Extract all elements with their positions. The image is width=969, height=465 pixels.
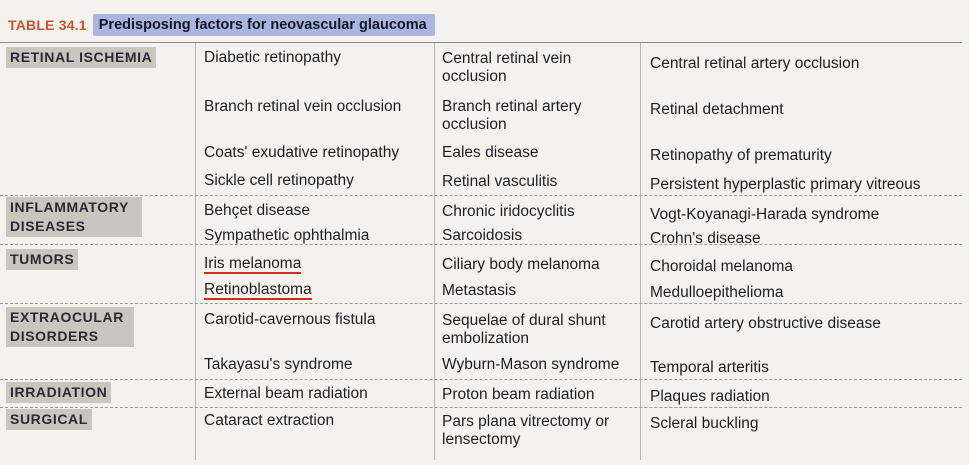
table-cell: Plaques radiation [650,388,770,405]
category-irradiation: IRRADIATION [6,382,111,403]
table-cell: Behçet disease [204,202,310,219]
table-cell: Temporal arteritis [650,359,769,376]
table-cell [204,281,429,299]
factors-table [0,42,962,460]
row-divider [0,407,962,409]
table-cell: Coats' exudative retinopathy [204,144,400,161]
column-divider [640,42,641,460]
table-cell: Branch retinal vein occlusion [204,98,402,115]
table-cell: Cataract extraction [204,412,335,429]
table-cell: Diabetic retinopathy [204,49,341,66]
row-divider [0,195,962,197]
row-divider [0,42,962,44]
table-cell: Sympathetic ophthalmia [204,227,370,244]
table-cell: Central retinal vein occlusion [442,50,572,85]
column-divider [434,42,435,460]
table-cell: Medulloepithelioma [650,284,784,301]
table-cell: Retinopathy of prematurity [650,147,832,164]
category-surgical: SURGICAL [6,409,92,430]
table-cell: Persistent hyperplastic primary vitreous [650,176,921,193]
table-title: Predisposing factors for neovascular glaucoma [93,14,435,36]
column-divider [195,42,196,460]
table-cell: Carotid artery obstructive disease [650,315,881,332]
row-divider [0,303,962,305]
table-cell: Retinal vasculitis [442,173,558,190]
category-tumors: TUMORS [6,249,78,270]
annotated-text: Retinoblastoma [204,281,312,298]
table-cell: Chronic iridocyclitis [442,203,575,220]
table-cell: Branch retinal artery occlusion [442,98,582,133]
table-number: TABLE 34.1 [8,17,87,33]
table-cell: Crohn's disease [650,230,761,247]
table-cell [204,255,429,273]
table-cell: Pars plana vitrectomy or lensectomy [442,413,610,448]
category-extraocular-disorders: EXTRAOCULAR DISORDERS [6,307,134,347]
table-cell: Vogt-Koyanagi-Harada syndrome [650,206,880,223]
table-cell: Metastasis [442,282,517,299]
table-cell: Proton beam radiation [442,386,595,403]
table-cell: Retinal detachment [650,101,784,118]
table-cell: Scleral buckling [650,415,759,432]
table-cell: Choroidal melanoma [650,258,794,275]
table-cell: Wyburn-Mason syndrome [442,356,620,373]
table-cell: Ciliary body melanoma [442,256,600,273]
table-cell: Sickle cell retinopathy [204,172,354,189]
category-inflammatory-diseases: INFLAMMATORY DISEASES [6,197,142,237]
table-cell: Central retinal artery occlusion [650,55,860,72]
table-cell: Eales disease [442,144,539,161]
annotated-text: Iris melanoma [204,255,302,272]
table-cell: Carotid-cavernous fistula [204,311,376,328]
table-cell: Takayasu's syndrome [204,356,353,373]
row-divider [0,379,962,381]
table-cell: Sequelae of dural shunt embolization [442,312,606,347]
category-retinal-ischemia: RETINAL ISCHEMIA [6,47,156,68]
table-caption [0,12,435,38]
table-cell: Sarcoidosis [442,227,523,244]
table-cell: External beam radiation [204,385,368,402]
